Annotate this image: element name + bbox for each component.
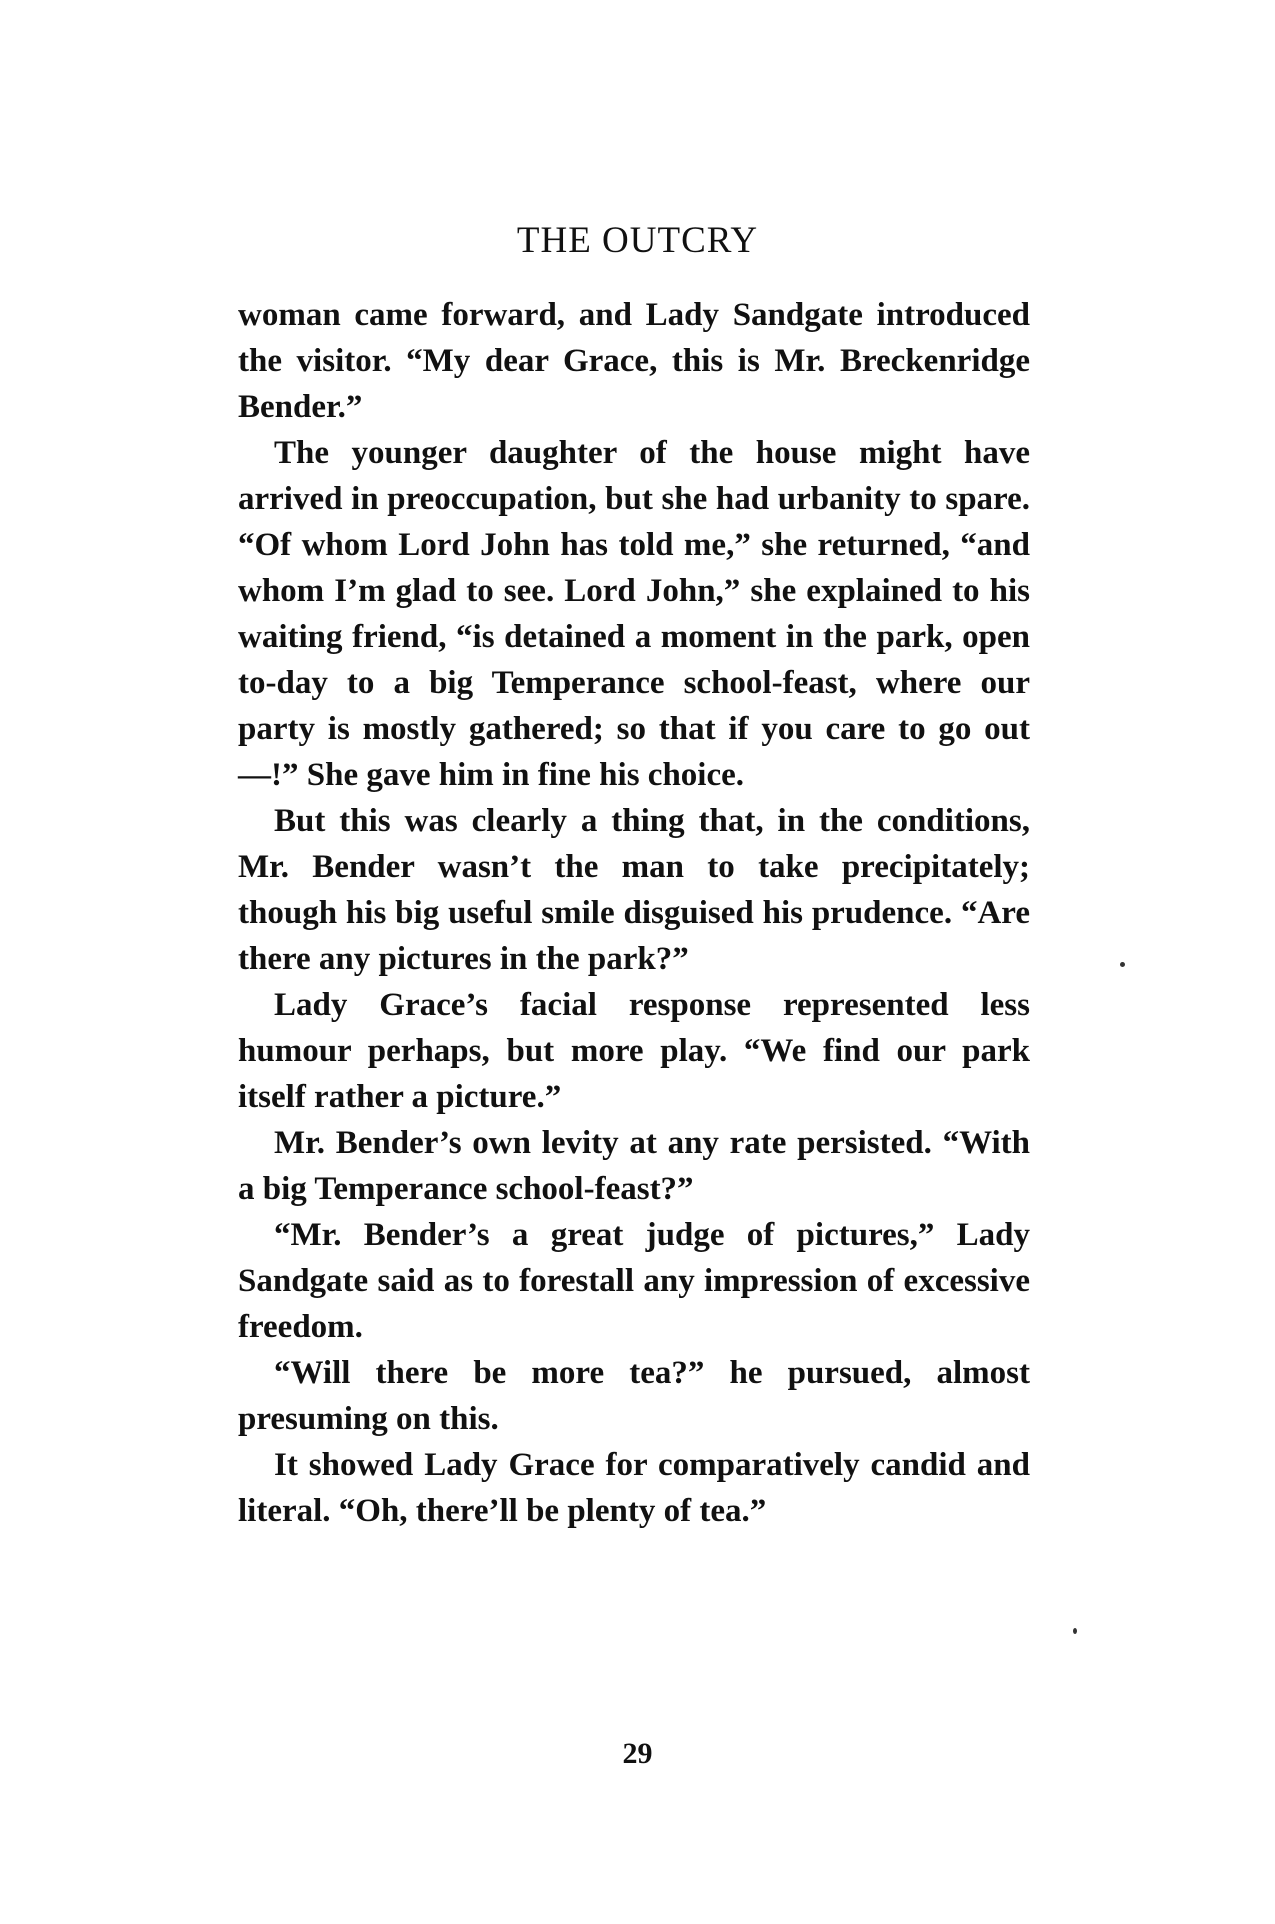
- paragraph: “Mr. Bender’s a great judge of pictures,” Lady Sandgate said as to forestall any impression of excessive freedom.: [238, 1217, 1030, 1345]
- page-number: 29: [622, 1737, 653, 1770]
- paragraph: But this was clearly a thing that, in the conditions, Mr. Bender wasn’t the man to take precipitately; though his big useful smile disguised his prudence. “Are there any pictures in the park?”: [238, 803, 1030, 977]
- paragraph: The younger daughter of the house might have arrived in preoccupation, but she had urbanity to spare. “Of whom Lord John has told me,” she returned, “and whom I’m glad to see. Lord John,” she explained to his waiting friend, “is detained a moment in the park, open to-day to a big Temperance school-feast, where our party is mostly gathered; so that if you care to go out—!” She gave him in fine his choice.: [238, 435, 1030, 793]
- paragraph-continued: woman came forward, and Lady Sandgate introduced the visitor. “My dear Grace, this is Mr. Breckenridge Bender.”: [238, 297, 1030, 425]
- body-text: [238, 292, 1030, 1534]
- scan-speck: [1073, 1628, 1077, 1634]
- running-title: THE OUTCRY: [516, 220, 759, 261]
- paragraph: “Will there be more tea?” he pursued, almost presuming on this.: [238, 1355, 1030, 1437]
- paragraph: Mr. Bender’s own levity at any rate persisted. “With a big Temperance school-feast?”: [238, 1125, 1030, 1207]
- paragraph: Lady Grace’s facial response represented less humour perhaps, but more play. “We find our park itself rather a picture.”: [238, 987, 1030, 1115]
- scan-speck: [1120, 962, 1125, 967]
- paragraph: It showed Lady Grace for comparatively candid and literal. “Oh, there’ll be plenty of tea.”: [238, 1447, 1030, 1529]
